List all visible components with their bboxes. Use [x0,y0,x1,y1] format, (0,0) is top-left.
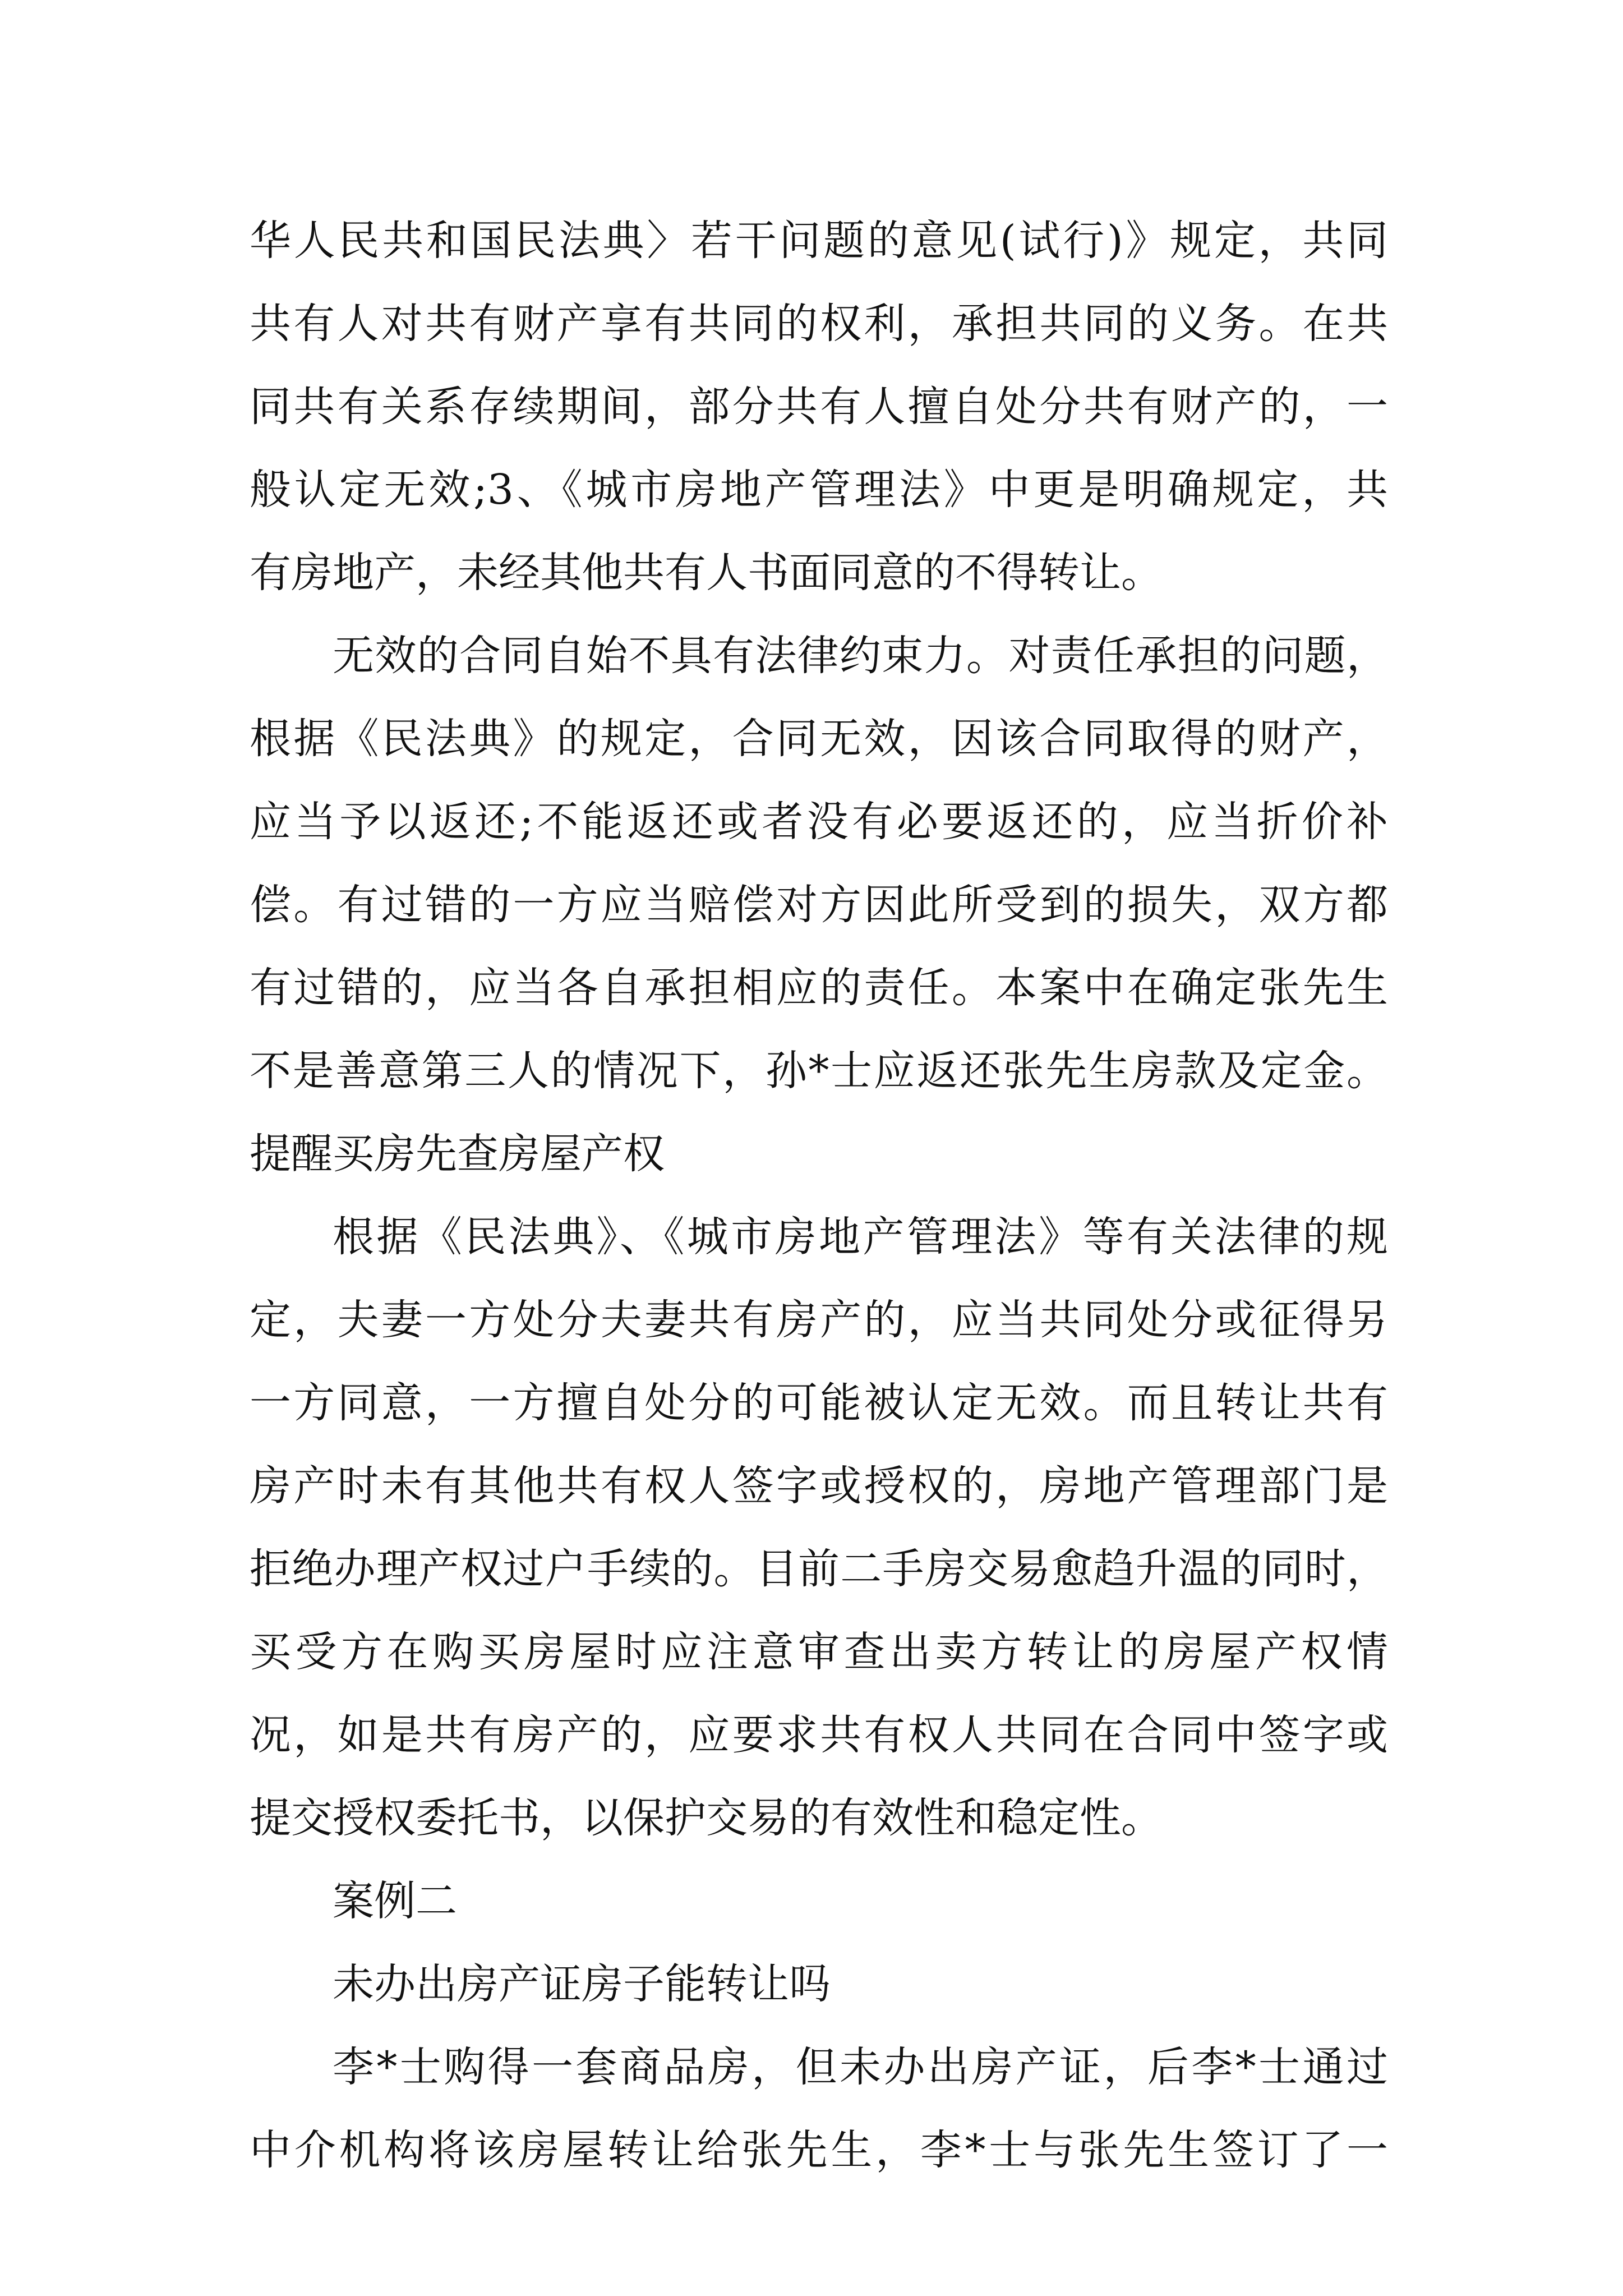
text-line: 案例二 [333,1877,457,1925]
text-line: 无效的合同自始不具有法律约束力。对责任承担的问题， [333,632,1388,680]
text-line: 拒绝办理产权过户手续的。目前二手房交易愈趋升温的同时， [250,1545,1388,1593]
text-line: 应当予以返还;不能返还或者没有必要返还的，应当折价补 [250,798,1388,846]
text-line: 未办出房产证房子能转让吗 [333,1960,831,2008]
text-line: 般认定无效;3、《城市房地产管理法》中更是明确规定，共 [250,466,1388,514]
text-line: 一方同意，一方擅自处分的可能被认定无效。而且转让共有 [250,1379,1388,1427]
document-body [250,199,1388,2192]
text-line: 有房地产，未经其他共有人书面同意的不得转让。 [250,549,1163,597]
text-line: 定，夫妻一方处分夫妻共有房产的，应当共同处分或征得另 [250,1296,1388,1344]
text-line: 中介机构将该房屋转让给张先生，李*士与张先生签订了一 [250,2126,1388,2174]
text-line: 根据《民法典》、《城市房地产管理法》等有关法律的规 [333,1213,1388,1261]
text-line: 偿。有过错的一方应当赔偿对方因此所受到的损失，双方都 [250,881,1388,929]
text-line: 提交授权委托书，以保护交易的有效性和稳定性。 [250,1794,1163,1842]
text-line: 提醒买房先查房屋产权 [250,1130,665,1178]
text-line: 况，如是共有房产的，应要求共有权人共同在合同中签字或 [250,1711,1388,1759]
text-line: 有过错的，应当各自承担相应的责任。本案中在确定张先生 [250,964,1388,1012]
text-line: 买受方在购买房屋时应注意审查出卖方转让的房屋产权情 [250,1628,1388,1676]
text-line: 房产时未有其他共有权人签字或授权的，房地产管理部门是 [250,1462,1388,1510]
text-line: 共有人对共有财产享有共同的权利，承担共同的义务。在共 [250,300,1388,348]
text-line: 李*士购得一套商品房，但未办出房产证，后李*士通过 [333,2043,1388,2091]
text-line: 华人民共和国民法典〉若干问题的意见(试行)》规定，共同 [250,217,1388,265]
text-line: 根据《民法典》的规定，合同无效，因该合同取得的财产， [250,715,1388,763]
text-line: 同共有关系存续期间，部分共有人擅自处分共有财产的，一 [250,383,1388,431]
text-line: 不是善意第三人的情况下，孙*士应返还张先生房款及定金。 [250,1047,1388,1095]
